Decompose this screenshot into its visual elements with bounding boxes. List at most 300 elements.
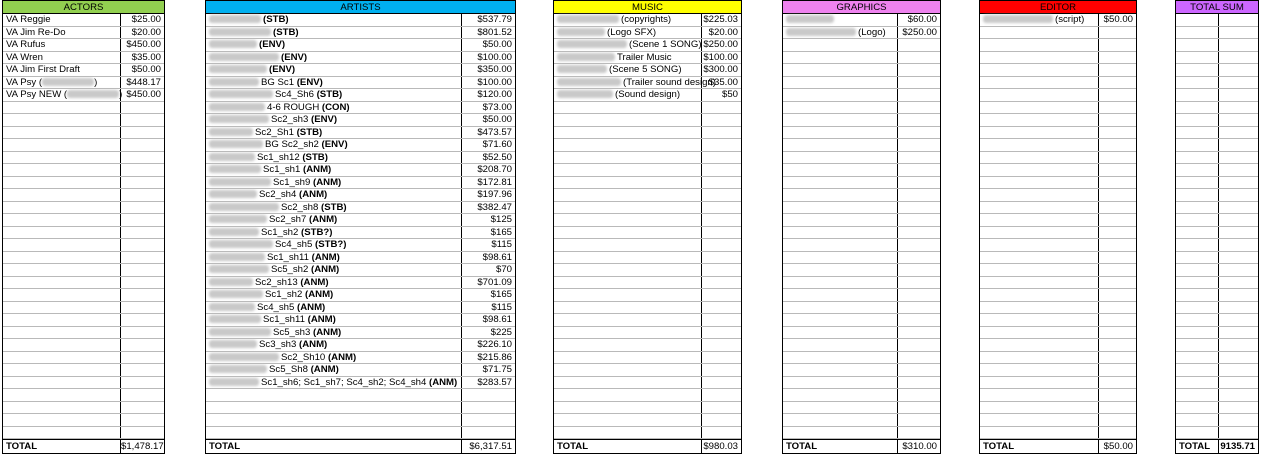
- table-row[interactable]: [783, 414, 940, 427]
- table-row[interactable]: [783, 177, 940, 190]
- cell-value[interactable]: [120, 252, 164, 264]
- table-row[interactable]: [1176, 77, 1258, 90]
- cell-label[interactable]: [206, 377, 461, 389]
- cell-label[interactable]: [554, 364, 701, 376]
- cell-label[interactable]: [1176, 364, 1218, 376]
- cell-label[interactable]: [3, 327, 120, 339]
- cell-label[interactable]: [783, 427, 897, 439]
- table-row[interactable]: [554, 214, 741, 227]
- cell-value[interactable]: [1098, 289, 1136, 301]
- cell-value[interactable]: [701, 414, 741, 426]
- table-row[interactable]: [980, 89, 1136, 102]
- cell-label[interactable]: [783, 202, 897, 214]
- cell-value[interactable]: [1098, 227, 1136, 239]
- table-row[interactable]: [554, 89, 741, 102]
- cell-value[interactable]: $52.50: [461, 152, 515, 164]
- cell-label[interactable]: [783, 227, 897, 239]
- table-row[interactable]: [980, 164, 1136, 177]
- cell-label[interactable]: [3, 364, 120, 376]
- cell-label[interactable]: [1176, 252, 1218, 264]
- table-row[interactable]: [3, 364, 164, 377]
- cell-label[interactable]: [1176, 114, 1218, 126]
- table-row[interactable]: [206, 177, 515, 190]
- table-row[interactable]: [554, 64, 741, 77]
- table-row[interactable]: [206, 102, 515, 115]
- cell-value[interactable]: [1098, 402, 1136, 414]
- cell-value[interactable]: [897, 277, 940, 289]
- cell-value[interactable]: [701, 402, 741, 414]
- cell-label[interactable]: [554, 164, 701, 176]
- cell-value[interactable]: [1218, 389, 1258, 401]
- cell-value[interactable]: [1218, 164, 1258, 176]
- editor-total-row[interactable]: [980, 439, 1136, 453]
- table-row[interactable]: [554, 227, 741, 240]
- cell-value[interactable]: [701, 189, 741, 201]
- cell-value[interactable]: $701.09: [461, 277, 515, 289]
- cell-label[interactable]: [206, 277, 461, 289]
- table-row[interactable]: [3, 27, 164, 40]
- cell-value[interactable]: [701, 164, 741, 176]
- cell-label[interactable]: [783, 14, 897, 26]
- cell-label[interactable]: [783, 377, 897, 389]
- cell-label[interactable]: [1176, 139, 1218, 151]
- cell-value[interactable]: [1098, 414, 1136, 426]
- table-row[interactable]: [3, 289, 164, 302]
- cell-label[interactable]: [1176, 127, 1218, 139]
- cell-value[interactable]: [701, 127, 741, 139]
- table-row[interactable]: [980, 239, 1136, 252]
- cell-value[interactable]: [897, 52, 940, 64]
- cell-value[interactable]: [1218, 277, 1258, 289]
- cell-value[interactable]: [701, 139, 741, 151]
- cell-label[interactable]: [980, 39, 1098, 51]
- cell-label[interactable]: [554, 277, 701, 289]
- cell-label[interactable]: [980, 189, 1098, 201]
- cell-label[interactable]: [1176, 377, 1218, 389]
- table-row[interactable]: [1176, 402, 1258, 415]
- cell-label[interactable]: [3, 339, 120, 351]
- cell-label[interactable]: [206, 302, 461, 314]
- table-row[interactable]: [980, 39, 1136, 52]
- table-row[interactable]: [783, 114, 940, 127]
- cell-value[interactable]: [120, 339, 164, 351]
- cell-value[interactable]: $73.00: [461, 102, 515, 114]
- cell-value[interactable]: [120, 327, 164, 339]
- table-row[interactable]: [554, 314, 741, 327]
- cell-label[interactable]: [3, 27, 120, 39]
- cell-label[interactable]: [554, 289, 701, 301]
- cell-label[interactable]: [3, 227, 120, 239]
- cell-label[interactable]: [783, 289, 897, 301]
- cell-value[interactable]: $20.00: [120, 27, 164, 39]
- cell-value[interactable]: [1098, 339, 1136, 351]
- table-row[interactable]: [783, 352, 940, 365]
- table-row[interactable]: [554, 364, 741, 377]
- table-row[interactable]: [206, 302, 515, 315]
- cell-value[interactable]: [120, 302, 164, 314]
- table-row[interactable]: [206, 389, 515, 402]
- cell-label[interactable]: [1176, 177, 1218, 189]
- table-row[interactable]: [1176, 27, 1258, 40]
- cell-label[interactable]: [1176, 314, 1218, 326]
- table-row[interactable]: [783, 314, 940, 327]
- cell-value[interactable]: [120, 277, 164, 289]
- table-row[interactable]: [3, 227, 164, 240]
- cell-value[interactable]: [1098, 114, 1136, 126]
- table-row[interactable]: [980, 27, 1136, 40]
- cell-label[interactable]: [3, 139, 120, 151]
- cell-value[interactable]: $283.57: [461, 377, 515, 389]
- table-row[interactable]: [1176, 277, 1258, 290]
- cell-value[interactable]: $98.61: [461, 314, 515, 326]
- table-row[interactable]: [554, 402, 741, 415]
- cell-label[interactable]: [554, 127, 701, 139]
- cell-value[interactable]: [120, 177, 164, 189]
- cell-value[interactable]: [461, 427, 515, 439]
- total-sum-total-row[interactable]: [1176, 439, 1258, 453]
- total-value[interactable]: $6,317.51: [461, 440, 515, 453]
- cell-label[interactable]: [206, 239, 461, 251]
- table-row[interactable]: [206, 77, 515, 90]
- cell-value[interactable]: [1218, 289, 1258, 301]
- editor-header[interactable]: EDITOR: [980, 1, 1136, 14]
- table-row[interactable]: [1176, 302, 1258, 315]
- cell-value[interactable]: $35.00: [701, 77, 741, 89]
- table-row[interactable]: [3, 14, 164, 27]
- cell-label[interactable]: [980, 252, 1098, 264]
- cell-label[interactable]: [783, 189, 897, 201]
- cell-label[interactable]: [783, 414, 897, 426]
- cell-label[interactable]: [3, 202, 120, 214]
- table-row[interactable]: [783, 277, 940, 290]
- table-row[interactable]: [554, 289, 741, 302]
- table-row[interactable]: [554, 77, 741, 90]
- cell-value[interactable]: [1218, 314, 1258, 326]
- table-row[interactable]: [1176, 377, 1258, 390]
- cell-label[interactable]: [1176, 402, 1218, 414]
- table-row[interactable]: [554, 177, 741, 190]
- table-row[interactable]: [783, 77, 940, 90]
- cell-label[interactable]: [1176, 339, 1218, 351]
- cell-label[interactable]: [980, 239, 1098, 251]
- cell-label[interactable]: [1176, 89, 1218, 101]
- cell-label[interactable]: [206, 64, 461, 76]
- cell-value[interactable]: [897, 252, 940, 264]
- cell-value[interactable]: [1218, 352, 1258, 364]
- cell-label[interactable]: [783, 27, 897, 39]
- cell-label[interactable]: [206, 427, 461, 439]
- cell-value[interactable]: [897, 352, 940, 364]
- cell-label[interactable]: [3, 152, 120, 164]
- cell-value[interactable]: $25.00: [120, 14, 164, 26]
- cell-label[interactable]: [3, 402, 120, 414]
- cell-value[interactable]: $50.00: [461, 114, 515, 126]
- cell-value[interactable]: $50: [701, 89, 741, 101]
- cell-value[interactable]: $115: [461, 239, 515, 251]
- cell-value[interactable]: [1098, 77, 1136, 89]
- table-row[interactable]: [3, 277, 164, 290]
- cell-value[interactable]: [120, 202, 164, 214]
- table-row[interactable]: [206, 89, 515, 102]
- table-row[interactable]: [980, 277, 1136, 290]
- cell-value[interactable]: $35.00: [120, 52, 164, 64]
- cell-value[interactable]: [897, 139, 940, 151]
- cell-label[interactable]: [980, 164, 1098, 176]
- cell-label[interactable]: [3, 239, 120, 251]
- cell-label[interactable]: [3, 177, 120, 189]
- table-row[interactable]: [206, 64, 515, 77]
- cell-label[interactable]: [980, 152, 1098, 164]
- table-row[interactable]: [783, 364, 940, 377]
- table-row[interactable]: [783, 302, 940, 315]
- cell-label[interactable]: [1176, 302, 1218, 314]
- cell-value[interactable]: [1218, 52, 1258, 64]
- table-row[interactable]: [206, 414, 515, 427]
- table-row[interactable]: [783, 402, 940, 415]
- table-row[interactable]: [1176, 252, 1258, 265]
- table-row[interactable]: [206, 277, 515, 290]
- cell-value[interactable]: [1098, 314, 1136, 326]
- table-row[interactable]: [1176, 414, 1258, 427]
- table-row[interactable]: [3, 427, 164, 440]
- cell-value[interactable]: [897, 364, 940, 376]
- table-row[interactable]: [554, 414, 741, 427]
- cell-value[interactable]: [1098, 364, 1136, 376]
- cell-label[interactable]: [783, 177, 897, 189]
- cell-label[interactable]: [980, 389, 1098, 401]
- cell-label[interactable]: [554, 27, 701, 39]
- cell-label[interactable]: [554, 39, 701, 51]
- cell-value[interactable]: [897, 114, 940, 126]
- cell-label[interactable]: [3, 389, 120, 401]
- cell-label[interactable]: [206, 14, 461, 26]
- table-row[interactable]: [206, 52, 515, 65]
- cell-value[interactable]: $100.00: [701, 52, 741, 64]
- table-row[interactable]: [3, 214, 164, 227]
- table-row[interactable]: [1176, 327, 1258, 340]
- table-row[interactable]: [1176, 364, 1258, 377]
- table-row[interactable]: [3, 202, 164, 215]
- cell-value[interactable]: $20.00: [701, 27, 741, 39]
- cell-label[interactable]: [1176, 39, 1218, 51]
- cell-label[interactable]: [1176, 64, 1218, 76]
- cell-label[interactable]: [3, 114, 120, 126]
- table-row[interactable]: [554, 239, 741, 252]
- table-row[interactable]: [783, 202, 940, 215]
- cell-label[interactable]: [1176, 289, 1218, 301]
- table-row[interactable]: [783, 139, 940, 152]
- cell-label[interactable]: [554, 76, 716, 89]
- table-row[interactable]: [554, 277, 741, 290]
- table-row[interactable]: [980, 264, 1136, 277]
- cell-label[interactable]: [980, 64, 1098, 76]
- table-row[interactable]: [980, 139, 1136, 152]
- cell-label[interactable]: [554, 314, 701, 326]
- cell-label[interactable]: [3, 89, 123, 101]
- table-row[interactable]: [980, 339, 1136, 352]
- table-row[interactable]: [206, 39, 515, 52]
- cell-label[interactable]: [783, 52, 897, 64]
- cell-label[interactable]: [980, 314, 1098, 326]
- total-value[interactable]: $1,478.17: [121, 441, 164, 452]
- table-row[interactable]: [554, 127, 741, 140]
- table-row[interactable]: [554, 27, 741, 40]
- table-row[interactable]: [3, 339, 164, 352]
- cell-value[interactable]: [1218, 39, 1258, 51]
- cell-label[interactable]: [206, 152, 461, 164]
- table-row[interactable]: [3, 114, 164, 127]
- cell-label[interactable]: [1176, 214, 1218, 226]
- table-row[interactable]: [554, 302, 741, 315]
- cell-value[interactable]: [897, 227, 940, 239]
- cell-value[interactable]: $382.47: [461, 202, 515, 214]
- table-row[interactable]: [3, 77, 164, 90]
- cell-label[interactable]: [206, 402, 461, 414]
- cell-value[interactable]: [1098, 377, 1136, 389]
- cell-value[interactable]: [1098, 389, 1136, 401]
- cell-label[interactable]: [206, 289, 461, 301]
- table-row[interactable]: [554, 39, 741, 52]
- table-row[interactable]: [3, 264, 164, 277]
- cell-value[interactable]: [1218, 402, 1258, 414]
- table-row[interactable]: [783, 289, 940, 302]
- cell-value[interactable]: [1098, 302, 1136, 314]
- table-row[interactable]: [3, 327, 164, 340]
- cell-value[interactable]: $60.00: [897, 14, 940, 26]
- cell-label[interactable]: [554, 252, 701, 264]
- cell-value[interactable]: $50.00: [120, 64, 164, 76]
- cell-label[interactable]: [1176, 52, 1218, 64]
- cell-value[interactable]: $537.79: [461, 14, 515, 26]
- table-row[interactable]: [1176, 102, 1258, 115]
- cell-label[interactable]: [3, 314, 120, 326]
- cell-label[interactable]: [980, 377, 1098, 389]
- cell-value[interactable]: $100.00: [461, 52, 515, 64]
- cell-value[interactable]: [897, 314, 940, 326]
- graphics-header[interactable]: GRAPHICS: [783, 1, 940, 14]
- cell-value[interactable]: [1098, 427, 1136, 439]
- table-row[interactable]: [783, 39, 940, 52]
- table-row[interactable]: [980, 327, 1136, 340]
- cell-label[interactable]: [3, 64, 120, 76]
- table-row[interactable]: [783, 377, 940, 390]
- table-row[interactable]: [554, 427, 741, 440]
- cell-value[interactable]: $197.96: [461, 189, 515, 201]
- total-value[interactable]: $980.03: [701, 440, 741, 453]
- artists-total-row[interactable]: [206, 439, 515, 453]
- table-row[interactable]: [206, 114, 515, 127]
- cell-value[interactable]: [1218, 189, 1258, 201]
- cell-label[interactable]: [980, 77, 1098, 89]
- cell-value[interactable]: [1218, 327, 1258, 339]
- cell-label[interactable]: [554, 114, 701, 126]
- cell-value[interactable]: $473.57: [461, 127, 515, 139]
- cell-value[interactable]: [1098, 189, 1136, 201]
- table-row[interactable]: [1176, 14, 1258, 27]
- cell-value[interactable]: [120, 414, 164, 426]
- cell-value[interactable]: [120, 364, 164, 376]
- cell-label[interactable]: [554, 14, 701, 26]
- table-row[interactable]: [980, 352, 1136, 365]
- cell-value[interactable]: [1218, 377, 1258, 389]
- cell-value[interactable]: [1218, 339, 1258, 351]
- cell-label[interactable]: [980, 289, 1098, 301]
- cell-value[interactable]: $98.61: [461, 252, 515, 264]
- cell-value[interactable]: [1218, 202, 1258, 214]
- table-row[interactable]: [783, 102, 940, 115]
- cell-value[interactable]: [1218, 177, 1258, 189]
- cell-label[interactable]: [980, 227, 1098, 239]
- cell-value[interactable]: [897, 214, 940, 226]
- music-header[interactable]: MUSIC: [554, 1, 741, 14]
- table-row[interactable]: [3, 377, 164, 390]
- cell-value[interactable]: [120, 352, 164, 364]
- cell-label[interactable]: [1176, 202, 1218, 214]
- cell-value[interactable]: [1098, 239, 1136, 251]
- cell-label[interactable]: [206, 177, 461, 189]
- cell-value[interactable]: [1098, 89, 1136, 101]
- table-row[interactable]: [554, 252, 741, 265]
- cell-label[interactable]: [783, 127, 897, 139]
- cell-value[interactable]: [1098, 277, 1136, 289]
- cell-label[interactable]: [783, 139, 897, 151]
- table-row[interactable]: [783, 89, 940, 102]
- cell-label[interactable]: [554, 64, 701, 76]
- cell-value[interactable]: [897, 389, 940, 401]
- cell-value[interactable]: $172.81: [461, 177, 515, 189]
- cell-value[interactable]: [897, 102, 940, 114]
- cell-value[interactable]: [1098, 127, 1136, 139]
- cell-label[interactable]: [783, 39, 897, 51]
- table-row[interactable]: [554, 389, 741, 402]
- cell-label[interactable]: [206, 202, 461, 214]
- table-row[interactable]: [980, 114, 1136, 127]
- cell-value[interactable]: [897, 302, 940, 314]
- cell-value[interactable]: [120, 127, 164, 139]
- cell-value[interactable]: [1218, 127, 1258, 139]
- table-row[interactable]: [3, 177, 164, 190]
- table-row[interactable]: [206, 252, 515, 265]
- cell-label[interactable]: [980, 14, 1098, 26]
- cell-value[interactable]: $250.00: [897, 27, 940, 39]
- table-row[interactable]: [1176, 127, 1258, 140]
- cell-value[interactable]: [897, 89, 940, 101]
- cell-label[interactable]: [1176, 152, 1218, 164]
- table-row[interactable]: [3, 127, 164, 140]
- cell-value[interactable]: $450.00: [120, 89, 164, 101]
- cell-value[interactable]: [701, 214, 741, 226]
- cell-label[interactable]: [1176, 77, 1218, 89]
- artists-header[interactable]: ARTISTS: [206, 1, 515, 14]
- cell-label[interactable]: [554, 327, 701, 339]
- table-row[interactable]: [3, 39, 164, 52]
- cell-value[interactable]: [897, 127, 940, 139]
- cell-label[interactable]: [206, 89, 461, 101]
- table-row[interactable]: [206, 239, 515, 252]
- table-row[interactable]: [1176, 164, 1258, 177]
- cell-value[interactable]: [120, 227, 164, 239]
- table-row[interactable]: [980, 314, 1136, 327]
- cell-label[interactable]: [554, 177, 701, 189]
- actors-header[interactable]: ACTORS: [3, 1, 164, 14]
- cell-label[interactable]: [206, 352, 461, 364]
- cell-label[interactable]: [980, 102, 1098, 114]
- cell-value[interactable]: [701, 177, 741, 189]
- cell-value[interactable]: [1098, 102, 1136, 114]
- cell-value[interactable]: [120, 189, 164, 201]
- cell-value[interactable]: [1098, 139, 1136, 151]
- cell-value[interactable]: [1098, 252, 1136, 264]
